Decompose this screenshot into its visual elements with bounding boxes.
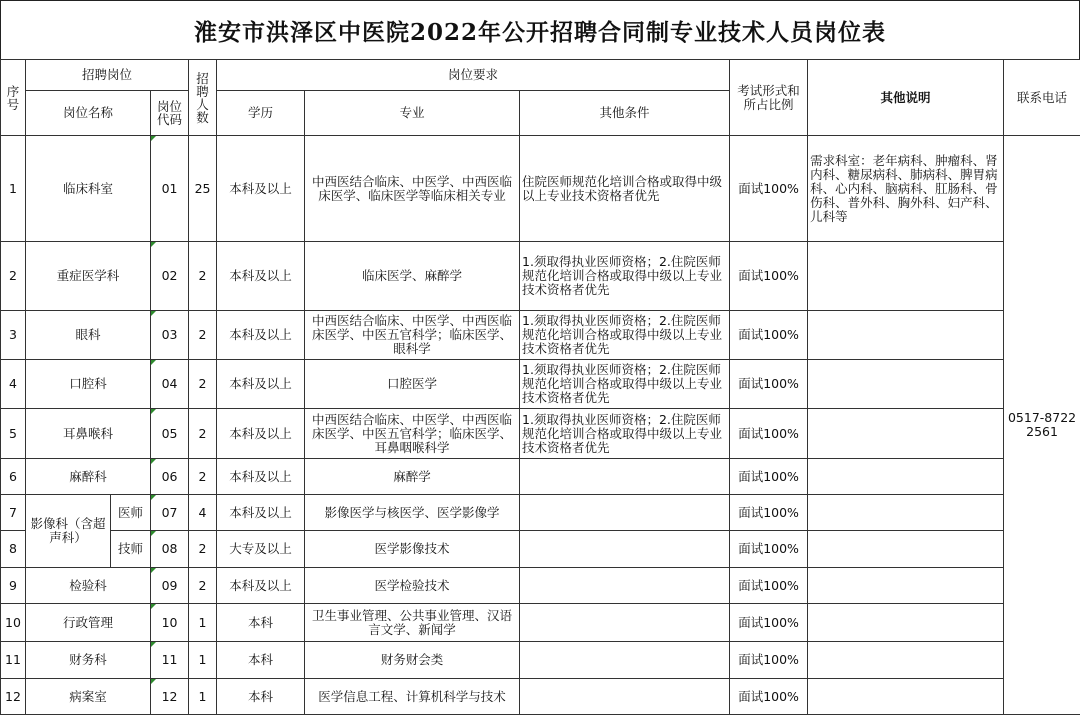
row-notes	[808, 642, 1004, 679]
table-row	[1, 531, 1080, 568]
row-exam: 面试100%	[730, 531, 808, 568]
row-post-code: 07	[151, 495, 189, 531]
row-seq: 2	[1, 242, 26, 311]
row-post-code: 08	[151, 531, 189, 568]
row-education: 本科及以上	[217, 495, 305, 531]
table-row	[1, 568, 1080, 604]
row-exam: 面试100%	[730, 604, 808, 642]
row-notes	[808, 679, 1004, 715]
row-education: 本科	[217, 679, 305, 715]
row-education: 本科及以上	[217, 136, 305, 242]
row-post-name: 行政管理	[26, 604, 151, 642]
row-count: 1	[189, 604, 217, 642]
row-education: 本科及以上	[217, 459, 305, 495]
row-education: 本科及以上	[217, 311, 305, 360]
row-seq: 3	[1, 311, 26, 360]
row-conditions	[520, 679, 730, 715]
row-major: 麻醉学	[305, 459, 520, 495]
row-post-code: 03	[151, 311, 189, 360]
row-seq: 5	[1, 409, 26, 459]
row-seq: 6	[1, 459, 26, 495]
row-count: 4	[189, 495, 217, 531]
row-notes	[808, 360, 1004, 409]
row-notes	[808, 568, 1004, 604]
row-conditions: 1.须取得执业医师资格；2.住院医师规范化培训合格或取得中级以上专业技术资格者优先	[520, 311, 730, 360]
row-post-name: 耳鼻喉科	[26, 409, 151, 459]
header-phone: 联系电话	[1004, 60, 1080, 136]
row-count: 2	[189, 409, 217, 459]
table-row	[1, 642, 1080, 679]
row-conditions: 住院医师规范化培训合格或取得中级以上专业技术资格者优先	[520, 136, 730, 242]
header-post-name: 岗位名称	[26, 91, 151, 136]
header-education: 学历	[217, 91, 305, 136]
row-seq: 4	[1, 360, 26, 409]
row-major: 影像医学与核医学、医学影像学	[305, 495, 520, 531]
row-education: 本科及以上	[217, 360, 305, 409]
row-post-code: 05	[151, 409, 189, 459]
row-seq: 11	[1, 642, 26, 679]
row-count: 2	[189, 531, 217, 568]
row-count: 2	[189, 242, 217, 311]
row-conditions	[520, 568, 730, 604]
row-post-name: 财务科	[26, 642, 151, 679]
row-seq: 12	[1, 679, 26, 715]
row-notes	[808, 311, 1004, 360]
header-requirements-group: 岗位要求	[217, 60, 730, 91]
row-conditions: 1.须取得执业医师资格；2.住院医师规范化培训合格或取得中级以上专业技术资格者优先	[520, 360, 730, 409]
row-post-name: 麻醉科	[26, 459, 151, 495]
row-post-code: 06	[151, 459, 189, 495]
row-post-code: 11	[151, 642, 189, 679]
row-education: 本科及以上	[217, 242, 305, 311]
contact-phone: 0517-87222561	[1004, 136, 1080, 715]
row-exam: 面试100%	[730, 136, 808, 242]
row-seq: 10	[1, 604, 26, 642]
row-post-code: 04	[151, 360, 189, 409]
row-notes: 需求科室：老年病科、肿瘤科、肾内科、糖尿病科、肺病科、脾胃病科、心内科、脑病科、肛肠科、骨伤科、普外科、胸外科、妇产科、儿科等	[808, 136, 1004, 242]
row-post-name: 技师	[111, 531, 151, 568]
row-count: 25	[189, 136, 217, 242]
row-seq: 9	[1, 568, 26, 604]
row-post-name: 临床科室	[26, 136, 151, 242]
row-count: 2	[189, 568, 217, 604]
row-exam: 面试100%	[730, 311, 808, 360]
row-notes	[808, 409, 1004, 459]
header-count: 招聘人数	[189, 60, 217, 136]
row-exam: 面试100%	[730, 409, 808, 459]
table-row	[1, 679, 1080, 715]
row-seq: 1	[1, 136, 26, 242]
row-education: 本科	[217, 604, 305, 642]
row-notes	[808, 531, 1004, 568]
header-seq: 序号	[1, 60, 26, 136]
row-major: 中西医结合临床、中医学、中西医临床医学、临床医学等临床相关专业	[305, 136, 520, 242]
row-conditions	[520, 604, 730, 642]
row-post-name: 口腔科	[26, 360, 151, 409]
row-education: 本科	[217, 642, 305, 679]
row-conditions	[520, 459, 730, 495]
row-exam: 面试100%	[730, 679, 808, 715]
header-post-code: 岗位代码	[151, 91, 189, 136]
row-count: 1	[189, 642, 217, 679]
row-major: 医学检验技术	[305, 568, 520, 604]
row-education: 本科及以上	[217, 409, 305, 459]
row-post-name: 检验科	[26, 568, 151, 604]
table-row	[1, 409, 1080, 459]
row-post-code: 12	[151, 679, 189, 715]
row-count: 2	[189, 311, 217, 360]
row-conditions	[520, 531, 730, 568]
row-post-name: 医师	[111, 495, 151, 531]
row-notes	[808, 495, 1004, 531]
row-major: 财务财会类	[305, 642, 520, 679]
row-post-name: 重症医学科	[26, 242, 151, 311]
table-row	[1, 360, 1080, 409]
table-row	[1, 604, 1080, 642]
row-notes	[808, 604, 1004, 642]
row-major: 医学信息工程、计算机科学与技术	[305, 679, 520, 715]
row-notes	[808, 242, 1004, 311]
table-row	[1, 495, 1080, 531]
header-major: 专业	[305, 91, 520, 136]
header-other-conditions: 其他条件	[520, 91, 730, 136]
row-post-name: 眼科	[26, 311, 151, 360]
row-conditions: 1.须取得执业医师资格；2.住院医师规范化培训合格或取得中级以上专业技术资格者优先	[520, 242, 730, 311]
row-education: 本科及以上	[217, 568, 305, 604]
row-exam: 面试100%	[730, 360, 808, 409]
table-row	[1, 459, 1080, 495]
row-post-code: 09	[151, 568, 189, 604]
row-exam: 面试100%	[730, 568, 808, 604]
row-major: 卫生事业管理、公共事业管理、汉语言文学、新闻学	[305, 604, 520, 642]
row-post-name: 病案室	[26, 679, 151, 715]
row-post-code: 01	[151, 136, 189, 242]
row-exam: 面试100%	[730, 242, 808, 311]
row-count: 1	[189, 679, 217, 715]
row-major: 口腔医学	[305, 360, 520, 409]
row-count: 2	[189, 360, 217, 409]
row-major: 中西医结合临床、中医学、中西医临床医学、中医五官科学；临床医学、耳鼻咽喉科学	[305, 409, 520, 459]
row-exam: 面试100%	[730, 459, 808, 495]
row-major: 中西医结合临床、中医学、中西医临床医学、中医五官科学；临床医学、眼科学	[305, 311, 520, 360]
row-count: 2	[189, 459, 217, 495]
row-major: 医学影像技术	[305, 531, 520, 568]
row-conditions	[520, 642, 730, 679]
row-education: 大专及以上	[217, 531, 305, 568]
row-major: 临床医学、麻醉学	[305, 242, 520, 311]
row-seq: 8	[1, 531, 26, 568]
row-exam: 面试100%	[730, 642, 808, 679]
table-row	[1, 311, 1080, 360]
row-seq: 7	[1, 495, 26, 531]
row-conditions	[520, 495, 730, 531]
table-title: 淮安市洪泽区中医院2022年公开招聘合同制专业技术人员岗位表	[0, 0, 1080, 60]
header-notes: 其他说明	[808, 60, 1004, 136]
recruitment-table	[0, 59, 1080, 715]
row-conditions: 1.须取得执业医师资格；2.住院医师规范化培训合格或取得中级以上专业技术资格者优先	[520, 409, 730, 459]
header-exam: 考试形式和所占比例	[730, 60, 808, 136]
table-row	[1, 242, 1080, 311]
row-post-code: 02	[151, 242, 189, 311]
header-post-group: 招聘岗位	[26, 60, 189, 91]
row-post-code: 10	[151, 604, 189, 642]
row-exam: 面试100%	[730, 495, 808, 531]
imaging-department: 影像科（含超声科）	[26, 495, 111, 568]
table-row	[1, 136, 1080, 242]
row-notes	[808, 459, 1004, 495]
